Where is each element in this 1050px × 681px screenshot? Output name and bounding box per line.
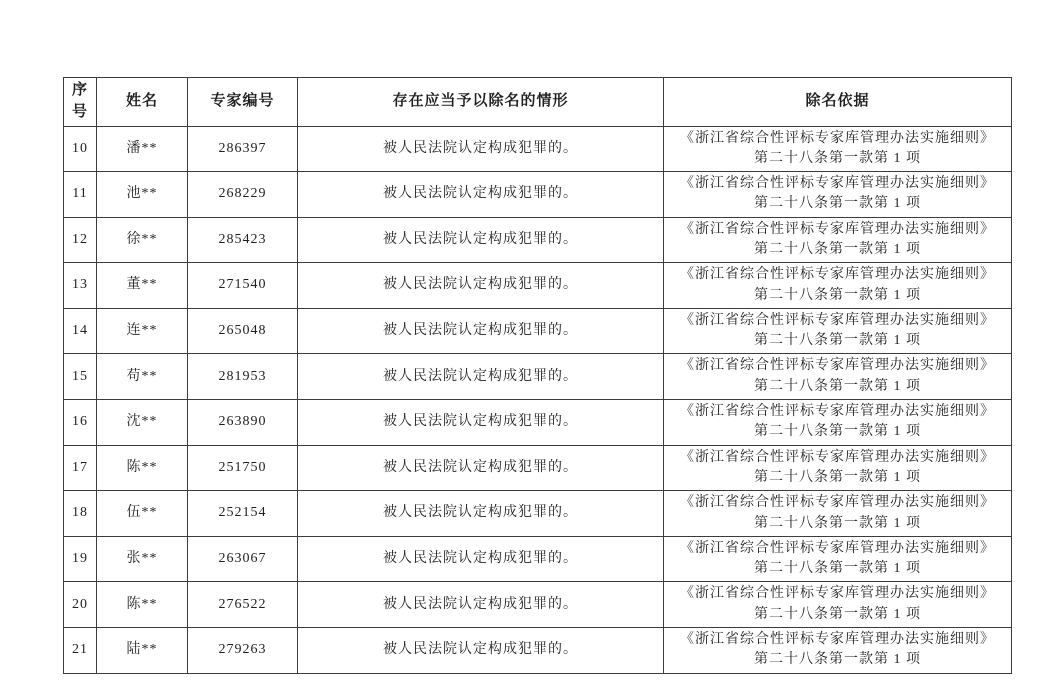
- name-cell: 陈**: [97, 582, 188, 628]
- removal-reason-cell: 被人民法院认定构成犯罪的。: [298, 126, 664, 172]
- name-cell: 徐**: [97, 217, 188, 263]
- seq-no-cell: 15: [64, 354, 97, 400]
- seq-no-cell: 12: [64, 217, 97, 263]
- basis-line-1: 《浙江省综合性评标专家库管理办法实施细则》: [680, 176, 995, 192]
- removal-reason-cell: 被人民法院认定构成犯罪的。: [298, 308, 664, 354]
- removal-reason-cell: 被人民法院认定构成犯罪的。: [298, 582, 664, 628]
- header-name: 姓名: [97, 78, 188, 127]
- name-cell: 潘**: [97, 126, 188, 172]
- seq-no-cell: 17: [64, 445, 97, 491]
- seq-no-cell: 14: [64, 308, 97, 354]
- seq-no-cell: 19: [64, 536, 97, 582]
- seq-no-cell: 21: [64, 628, 97, 674]
- table-row: [64, 582, 1012, 628]
- seq-no-cell: 13: [64, 263, 97, 309]
- basis-line-1: 《浙江省综合性评标专家库管理办法实施细则》: [680, 312, 995, 328]
- seq-no-cell: 16: [64, 400, 97, 446]
- removal-reason-cell: 被人民法院认定构成犯罪的。: [298, 263, 664, 309]
- name-cell: 沈**: [97, 400, 188, 446]
- basis-line-1: 《浙江省综合性评标专家库管理办法实施细则》: [680, 449, 995, 465]
- seq-no-cell: 20: [64, 582, 97, 628]
- table-row: [64, 217, 1012, 263]
- expert-id-cell: 251750: [188, 445, 298, 491]
- expert-id-cell: 281953: [188, 354, 298, 400]
- expert-id-cell: 279263: [188, 628, 298, 674]
- name-cell: 苟**: [97, 354, 188, 400]
- seq-no-cell: 11: [64, 172, 97, 218]
- table-header: [64, 78, 1012, 127]
- removal-basis-cell: [664, 400, 1012, 446]
- name-cell: 陆**: [97, 628, 188, 674]
- name-cell: 陈**: [97, 445, 188, 491]
- removal-basis-cell: [664, 308, 1012, 354]
- removal-reason-cell: 被人民法院认定构成犯罪的。: [298, 217, 664, 263]
- basis-line-2: 第二十八条第一款第 1 项: [754, 196, 921, 212]
- basis-line-2: 第二十八条第一款第 1 项: [754, 469, 921, 485]
- table-row: [64, 445, 1012, 491]
- table-row: [64, 354, 1012, 400]
- table-row: [64, 172, 1012, 218]
- removal-basis-cell: [664, 491, 1012, 537]
- removal-basis-cell: [664, 628, 1012, 674]
- removal-basis-cell: [664, 582, 1012, 628]
- basis-line-2: 第二十八条第一款第 1 项: [754, 606, 921, 622]
- removal-basis-cell: [664, 263, 1012, 309]
- basis-line-1: 《浙江省综合性评标专家库管理办法实施细则》: [680, 632, 995, 648]
- basis-line-2: 第二十八条第一款第 1 项: [754, 333, 921, 349]
- expert-id-cell: 286397: [188, 126, 298, 172]
- basis-line-2: 第二十八条第一款第 1 项: [754, 150, 921, 166]
- name-cell: 连**: [97, 308, 188, 354]
- basis-line-2: 第二十八条第一款第 1 项: [754, 241, 921, 257]
- removal-reason-cell: 被人民法院认定构成犯罪的。: [298, 400, 664, 446]
- removal-reason-cell: 被人民法院认定构成犯罪的。: [298, 628, 664, 674]
- header-seq-no: 序号: [64, 78, 97, 127]
- basis-line-2: 第二十八条第一款第 1 项: [754, 287, 921, 303]
- basis-line-2: 第二十八条第一款第 1 项: [754, 424, 921, 440]
- seq-no-cell: 18: [64, 491, 97, 537]
- removal-reason-cell: 被人民法院认定构成犯罪的。: [298, 445, 664, 491]
- basis-line-2: 第二十八条第一款第 1 项: [754, 561, 921, 577]
- table-row: [64, 491, 1012, 537]
- name-cell: 张**: [97, 536, 188, 582]
- basis-line-1: 《浙江省综合性评标专家库管理办法实施细则》: [680, 495, 995, 511]
- removal-basis-cell: [664, 445, 1012, 491]
- table-row: [64, 536, 1012, 582]
- table-row: [64, 400, 1012, 446]
- basis-line-1: 《浙江省综合性评标专家库管理办法实施细则》: [680, 540, 995, 556]
- expert-id-cell: 271540: [188, 263, 298, 309]
- header-row: [64, 78, 1012, 127]
- basis-line-2: 第二十八条第一款第 1 项: [754, 378, 921, 394]
- seq-no-cell: 10: [64, 126, 97, 172]
- removal-reason-cell: 被人民法院认定构成犯罪的。: [298, 354, 664, 400]
- basis-line-1: 《浙江省综合性评标专家库管理办法实施细则》: [680, 358, 995, 374]
- expert-id-cell: 263890: [188, 400, 298, 446]
- removal-basis-cell: [664, 172, 1012, 218]
- expert-removal-table: [63, 77, 1012, 674]
- expert-id-cell: 285423: [188, 217, 298, 263]
- basis-line-1: 《浙江省综合性评标专家库管理办法实施细则》: [680, 404, 995, 420]
- removal-basis-cell: [664, 126, 1012, 172]
- header-removal-reason: 存在应当予以除名的情形: [298, 78, 664, 127]
- expert-id-cell: 263067: [188, 536, 298, 582]
- removal-reason-cell: 被人民法院认定构成犯罪的。: [298, 536, 664, 582]
- header-expert-id: 专家编号: [188, 78, 298, 127]
- name-cell: 池**: [97, 172, 188, 218]
- basis-line-2: 第二十八条第一款第 1 项: [754, 652, 921, 668]
- expert-id-cell: 276522: [188, 582, 298, 628]
- expert-id-cell: 268229: [188, 172, 298, 218]
- table-body: [64, 126, 1012, 673]
- expert-id-cell: 252154: [188, 491, 298, 537]
- basis-line-1: 《浙江省综合性评标专家库管理办法实施细则》: [680, 267, 995, 283]
- table-row: [64, 628, 1012, 674]
- name-cell: 董**: [97, 263, 188, 309]
- basis-line-1: 《浙江省综合性评标专家库管理办法实施细则》: [680, 130, 995, 146]
- table-row: [64, 263, 1012, 309]
- basis-line-2: 第二十八条第一款第 1 项: [754, 515, 921, 531]
- table-row: [64, 308, 1012, 354]
- basis-line-1: 《浙江省综合性评标专家库管理办法实施细则》: [680, 221, 995, 237]
- removal-reason-cell: 被人民法院认定构成犯罪的。: [298, 172, 664, 218]
- expert-id-cell: 265048: [188, 308, 298, 354]
- table-row: [64, 126, 1012, 172]
- removal-basis-cell: [664, 217, 1012, 263]
- header-removal-basis: 除名依据: [664, 78, 1012, 127]
- name-cell: 伍**: [97, 491, 188, 537]
- basis-line-1: 《浙江省综合性评标专家库管理办法实施细则》: [680, 586, 995, 602]
- removal-basis-cell: [664, 536, 1012, 582]
- removal-reason-cell: 被人民法院认定构成犯罪的。: [298, 491, 664, 537]
- removal-basis-cell: [664, 354, 1012, 400]
